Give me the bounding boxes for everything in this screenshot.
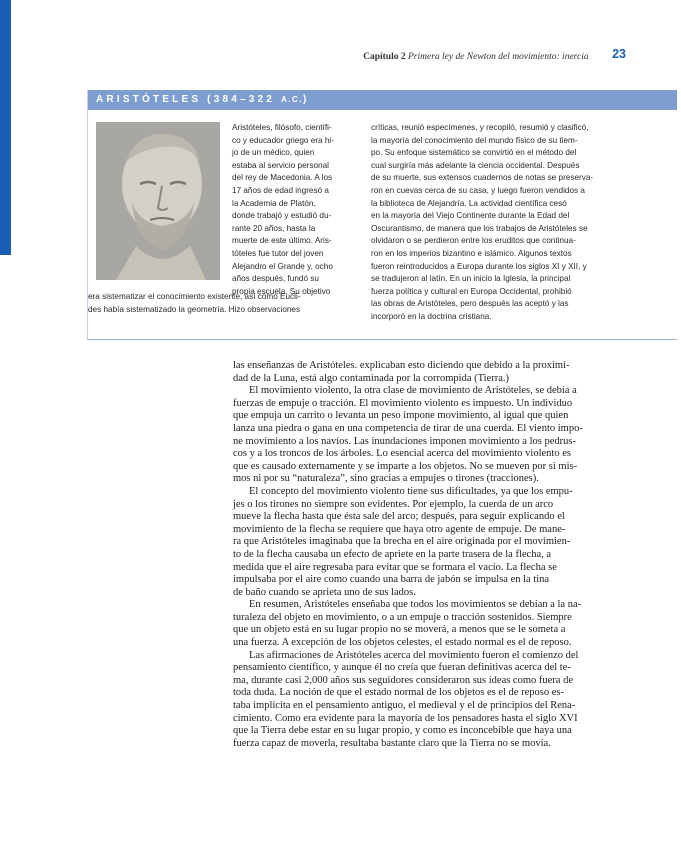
- body-line: ne movimiento a los navíos. Las inundaciones imponen movimiento a los pedrus-: [233, 435, 576, 447]
- body-line: fuerza capaz de moverla, resultaba bastante claro que la Tierra no se movía.: [233, 737, 551, 749]
- body-line: mos ni por su “naturaleza”, sino gracias a empujes o tirones (tracciones).: [233, 473, 539, 485]
- sidebar-line: la biblioteca de Alejandría. La actividad científica cesó: [371, 198, 567, 208]
- aristotle-bust-icon: [96, 122, 220, 280]
- sidebar-line: des había sistematizado la geometría. Hizo observaciones: [88, 304, 301, 314]
- page-edge-bar: [0, 0, 11, 255]
- body-line: El movimiento violento, la otra clase de movimiento de Aristóteles, se debía a: [249, 385, 577, 397]
- sidebar-line: ron en los imperios bizantino e islámico. Algunos textos: [371, 248, 572, 258]
- sidebar-line: muerte de este último. Aris-: [232, 236, 332, 246]
- sidebar-line: años después, fundó su: [232, 274, 319, 284]
- sidebar-line: se tradujeron al latín. En un inicio la Iglesia, la principal: [371, 274, 571, 284]
- body-line: lanza una piedra o gana en una competencia de tirar de una cuerda. El viento impo-: [233, 422, 583, 434]
- sidebar-line: Oscurantismo, de manera que los trabajos de Aristóteles se: [371, 223, 588, 233]
- sidebar-line: 17 años de edad ingresó a: [232, 185, 329, 195]
- body-line: jes o los tirones no siempre son evidentes. Por ejemplo, la cuerda de un arco: [233, 498, 554, 510]
- body-line: cos y a los troncos de los árboles. Lo esencial acerca del movimiento violento es: [233, 448, 571, 460]
- sidebar-line: jo de un médico, quien: [232, 148, 315, 158]
- sidebar-line: co y educador griego era hi-: [232, 135, 334, 145]
- body-line: medida que el aire regresaba para evitar que se formara el vacío. La flecha se: [233, 561, 557, 573]
- body-line: que la Tierra debe estar en su lugar propio, y como es inconcebible que haya una: [233, 725, 572, 737]
- sidebar-line: la mayoría del conocimiento del mundo físico de su tiem-: [371, 135, 578, 145]
- body-line: toda duda. La noción de que el estado normal de los objetos es el de reposo es-: [233, 687, 564, 699]
- sidebar-title-main: ARISTÓTELES (384–322: [96, 94, 282, 105]
- sidebar-line: fuerza política y cultural en Europa Occidental, prohibió: [371, 286, 572, 296]
- sidebar-line: Aristóteles, filósofo, científi-: [232, 123, 332, 132]
- sidebar-column-left: [232, 122, 358, 298]
- body-line: una fuerza. A excepción de los objetos celestes, el estado normal es el de reposo.: [233, 637, 572, 649]
- sidebar-line: po. Su enfoque sistemático se convirtió en el método del: [371, 148, 577, 158]
- sidebar-line: rante 20 años, hasta la: [232, 223, 316, 233]
- sidebar-line: incorporó en la doctrina cristiana.: [371, 311, 492, 321]
- body-line: que empuja un carrito o levanta un peso impone movimiento, al igual que quien: [233, 410, 569, 422]
- sidebar-line: tóteles fue tutor del joven: [232, 248, 324, 258]
- body-line: turaleza del objeto en movimiento, o a un empuje o tracción sostenidos. Siempre: [233, 611, 572, 623]
- sidebar-line: propia escuela. Su objetivo: [232, 286, 331, 296]
- body-line: to de la flecha causaba un efecto de apriete en la parte trasera de la flecha, a: [233, 548, 552, 560]
- sidebar-line: críticas, reunió especímenes, y recopiló, resumió y clasificó,: [371, 123, 589, 132]
- body-line: pensamiento científico, y aunque él no creía que fueran definitivas acerca del te-: [233, 662, 571, 674]
- body-line: Las afirmaciones de Aristóteles acerca del movimiento fueron el comienzo del: [249, 649, 579, 661]
- body-line: que un objeto está en su lugar propio no se moverá, a menos que se le someta a: [233, 624, 566, 636]
- body-line: movimiento de la flecha se requiere que haya otro agente de empuje. De mane-: [233, 523, 566, 535]
- chapter-title: Primera ley de Newton del movimiento: inercia: [407, 52, 589, 62]
- running-head: [205, 50, 625, 64]
- body-line: impulsaba por el aire como cuando una barra de jabón se impulsa en la tina: [233, 574, 550, 586]
- sidebar-column-full: [88, 291, 364, 316]
- sidebar-line: cual surgiría más adelante la ciencia occidental. Después: [371, 160, 580, 170]
- body-line: El concepto del movimiento violento tiene sus dificultades, ya que los empu-: [249, 485, 573, 497]
- body-line: que es causado externamente y se imparte a los objetos. No se mueven por sí mis-: [233, 460, 578, 472]
- sidebar-line: las obras de Aristóteles, pero después las aceptó y las: [371, 299, 569, 309]
- body-line: fuerzas de empuje o tracción. El movimiento violento es impuesto. Un individuo: [233, 397, 573, 409]
- biography-sidebar: [87, 90, 677, 340]
- sidebar-line: del rey de Macedonia. A los: [232, 173, 333, 183]
- sidebar-line: de su muerte, sus extensos cuadernos de notas se preserva-: [371, 173, 594, 183]
- sidebar-column-right: [371, 122, 667, 324]
- body-line: ma, durante casi 2,000 años sus seguidores consideraron sus ideas como fuera de: [233, 674, 573, 686]
- sidebar-line: estaba al servicio personal: [232, 160, 329, 170]
- sidebar-line: en la mayoría del Viejo Continente durante la Edad del: [371, 211, 570, 221]
- sidebar-line: olvidaron o se perdieron entre los eruditos que continua-: [371, 236, 576, 246]
- sidebar-line: fueron reintroducidos a Europa durante los siglos XI y XII, y: [371, 261, 587, 271]
- sidebar-line: era sistematizar el conocimiento existente, así como Eucli-: [88, 292, 301, 301]
- body-line: mueve la flecha hasta que ésta sale del arco; después, para seguir explicando el: [233, 511, 565, 523]
- sidebar-line: Alejandro el Grande y, ocho: [232, 261, 333, 271]
- page-number: 23: [612, 47, 626, 61]
- sidebar-line: la Academia de Platón,: [232, 198, 316, 208]
- body-line: las enseñanzas de Aristóteles. explicaban esto diciendo que debido a la proximi-: [233, 360, 570, 371]
- body-line: dad de la Luna, está algo contaminada por la corrompida (Tierra.): [233, 372, 510, 384]
- sidebar-line: donde trabajó y estudió du-: [232, 211, 332, 221]
- sidebar-title-era: A.C.: [281, 95, 304, 104]
- body-line: En resumen, Aristóteles enseñaba que todos los movimientos se debían a la na-: [249, 599, 582, 611]
- body-line: ra que Aristóteles imaginaba que la brecha en el aire originada por el movimien-: [233, 536, 571, 548]
- sidebar-title-end: ): [303, 94, 310, 105]
- body-line: taba implícita en el pensamiento antiguo, el medieval y el de principios del Rena-: [233, 700, 576, 712]
- sidebar-title: [88, 90, 677, 110]
- sidebar-line: ron en cuevas cerca de su casa, y luego fueron vendidos a: [371, 185, 585, 195]
- body-text: [233, 360, 633, 750]
- body-line: cimiento. Como era evidente para la mayoría de los pensadores hasta el siglo XVI: [233, 712, 578, 724]
- body-line: de baño cuando se aprieta uno de sus lados.: [233, 586, 416, 598]
- chapter-label: Capítulo 2: [363, 52, 406, 62]
